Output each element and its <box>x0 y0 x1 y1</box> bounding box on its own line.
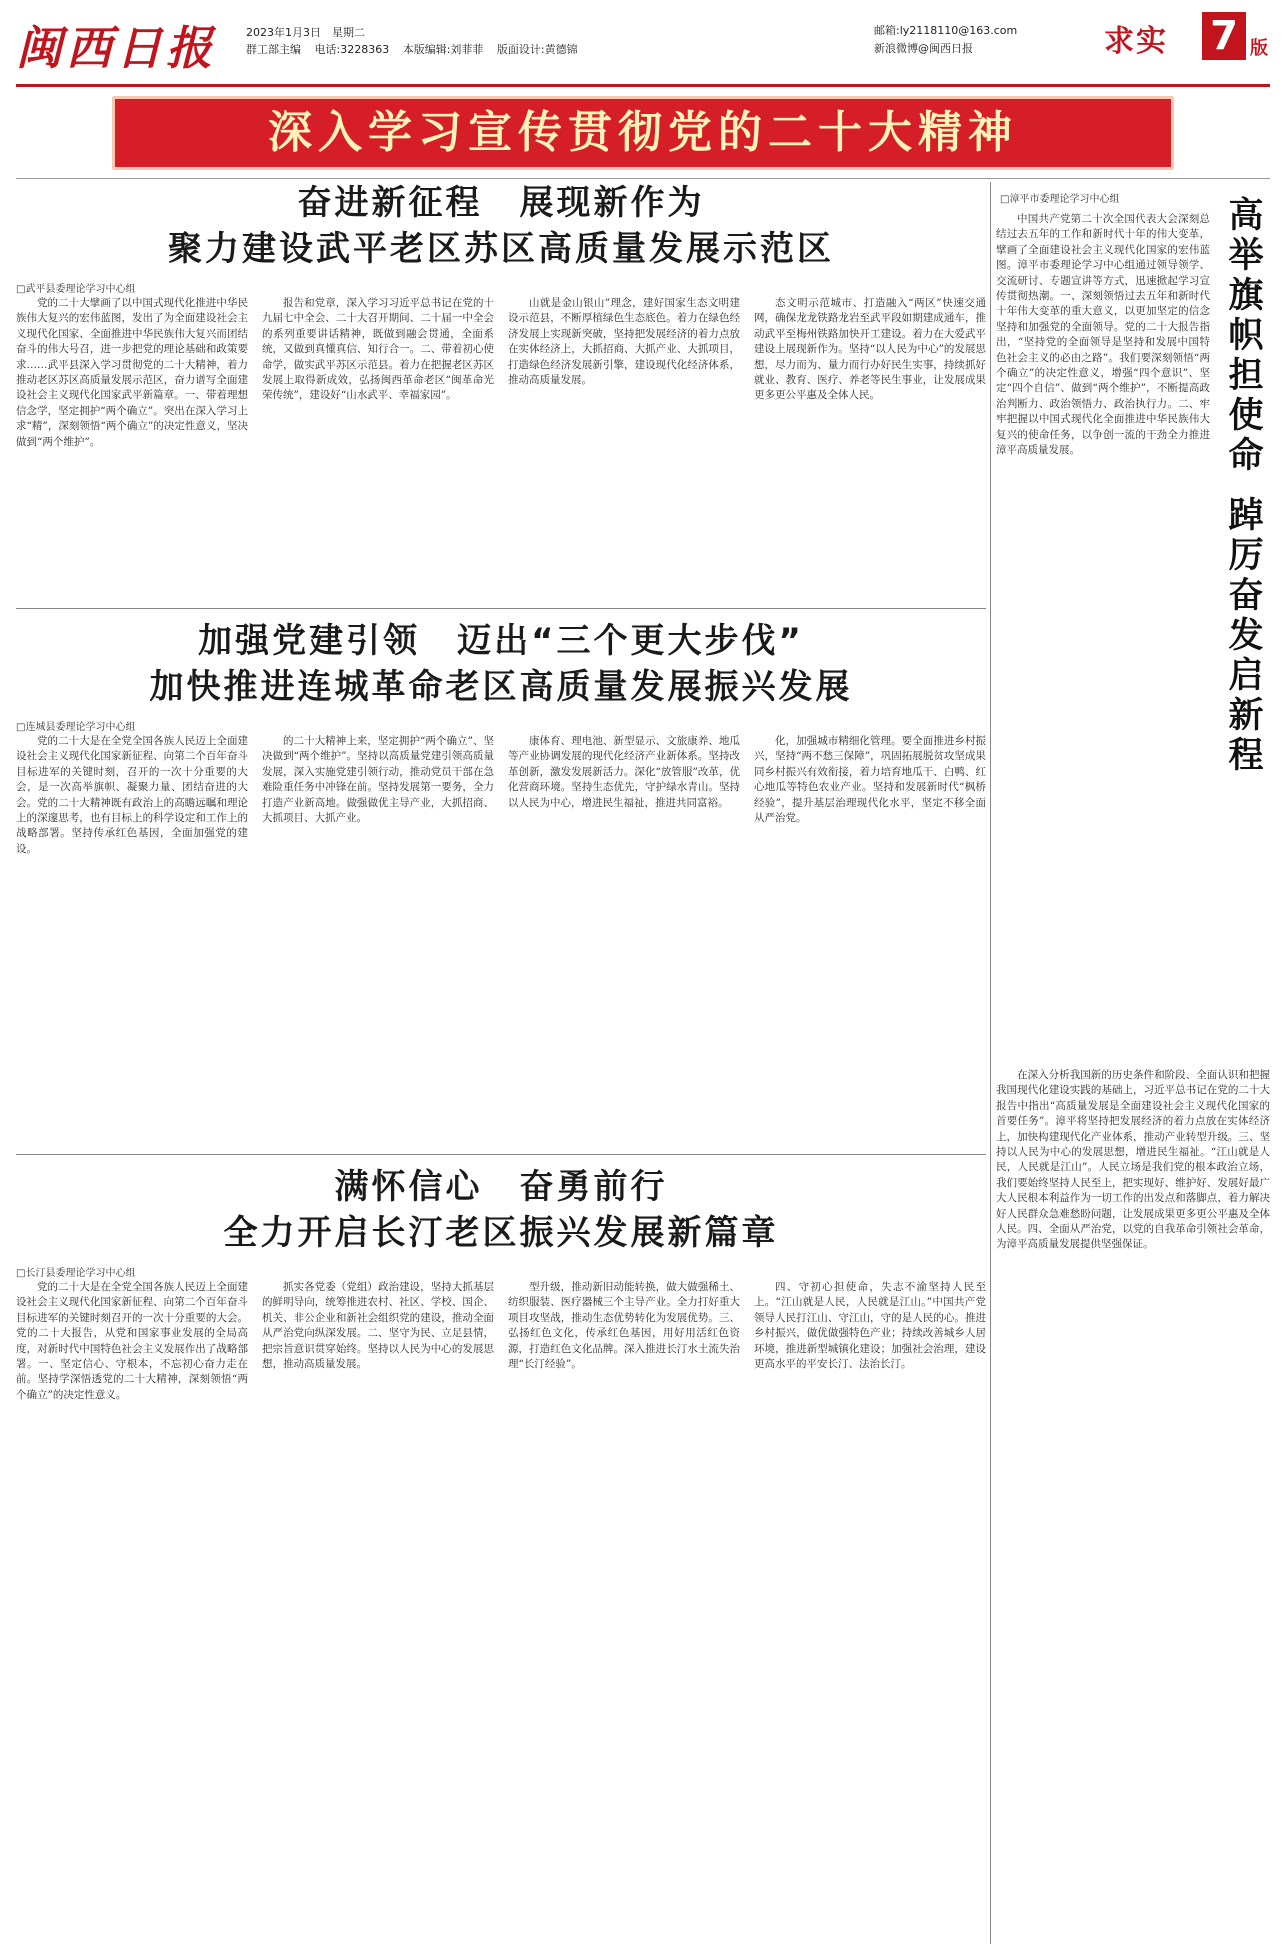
title-line-1: 奋进新征程 展现新作为 <box>297 183 705 223</box>
editor-item: 电话:3228363 <box>314 43 390 56</box>
editor-item: 版面设计:黄德锦 <box>496 43 578 56</box>
body-column <box>754 734 986 1144</box>
article-body <box>16 1280 986 1940</box>
article-title <box>16 1164 986 1256</box>
article-changting <box>16 1164 986 1944</box>
page-suffix: 版 <box>1250 38 1268 59</box>
article-liancheng <box>16 618 986 1148</box>
body-column <box>508 734 740 1144</box>
masthead-rule <box>16 84 1270 87</box>
sidebar-title <box>1220 196 1272 776</box>
section-name: 求实 <box>1104 24 1168 59</box>
body-column <box>508 296 740 596</box>
body-column <box>508 1280 740 1940</box>
paragraph: 党的二十大擘画了以中国式现代化推进中华民族伟大复兴的宏伟蓝图，发出了为全面建设社会主义现代化国家、全面推进中华民族伟大复兴而团结奋斗的伟大号召，进一步把党的理论基础和政策要求……武平县深入学习贯彻党的二十大精神，着力推动老区苏区高质量发展示范区，奋力谱写全面建设社会主义现代化国家武平新篇章。一、带着理想信念学，坚定拥护“两个确立”。突出在深入学习上求“精”，深刻领悟“两个确立”的决定性意义，坚决做到“两个维护”。 <box>16 297 248 448</box>
article-byline: □ 连城县委理论学习中心组 <box>16 718 135 733</box>
sidebar-byline: □ 漳平市委理论学习中心组 <box>1000 190 1119 205</box>
paragraph: 态文明示范城市、打造融入“两区”快速交通网，确保龙龙铁路龙岩至武平段如期建成通车，推动武平至梅州铁路加快开工建设。着力在大爱武平建设上展现新作为。坚持“以人民为中心”的发展思想，尽力而为、量力而行办好民生实事，持续抓好就业、教育、医疗、养老等民生事业，让发展成果更多更公平惠及全体人民。 <box>754 297 986 402</box>
paragraph: 的二十大精神上来，坚定拥护“两个确立”、坚决做到“两个维护”。坚持以高质量党建引领高质量发展，深入实施党建引领行动，推动党员干部在急难险重任务中冲锋在前。坚持发展第一要务，全力打造产业新高地。做强做优主导产业，大抓招商、大抓项目、大抓产业。 <box>262 735 494 825</box>
masthead <box>16 10 1270 86</box>
paragraph: 康体育、理电池、新型显示、文旅康养、地瓜等产业协调发展的现代化经济产业新体系。坚持改革创新，激发发展新活力。深化“放管服”改革，优化营商环境。坚持生态优先，守护绿水青山。坚持以人民为中心，增进民生福祉，推进共同富裕。 <box>508 735 740 809</box>
article-wuping <box>16 180 986 600</box>
body-column <box>16 296 248 596</box>
paragraph: 型升级，推动新旧动能转换，做大做强稀土、纺织服装、医疗器械三个主导产业。全力打好重大项目攻坚战，推动生态优势转化为发展优势。三、弘扬红色文化，传承红色基因，用好用活红色资源，打造红色文化品牌。深入推进长汀水土流失治理“长汀经验”。 <box>508 1281 740 1371</box>
paragraph: 在深入分析我国新的历史条件和阶段、全面认识和把握我国现代化建设实践的基础上，习近平总书记在党的二十大报告中指出“高质量发展是全面建设社会主义现代化国家的首要任务”。漳平将坚持把发展经济的着力点放在实体经济上，加快构建现代化产业体系，推动产业转型升级。三、坚持以人民为中心的发展思想，增进民生福祉。“江山就是人民，人民就是江山”。人民立场是我们党的根本政治立场，我们要始终坚持人民至上，把实现好、维护好、发展好最广大人民根本利益作为一切工作的出发点和落脚点，着力解决好人民群众急难愁盼问题，让发展成果更多更公平惠及全体人民。四、全面从严治党，以党的自我革命引领社会革命，为漳平高质量发展提供坚强保证。 <box>996 1069 1270 1251</box>
issue-date: 2023年1月3日 星期二 <box>246 26 365 39</box>
title-gap <box>1220 476 1272 496</box>
sidebar-body-lower <box>996 1068 1270 1944</box>
article-body <box>16 734 986 1144</box>
body-column <box>16 734 248 1144</box>
title-line-2: 聚力建设武平老区苏区高质量发展示范区 <box>168 229 834 269</box>
body-column <box>16 1280 248 1940</box>
title-line-2: 全力开启长汀老区振兴发展新篇章 <box>223 1213 779 1253</box>
banner-rule <box>16 178 1270 179</box>
title-line-1: 满怀信心 奋勇前行 <box>334 1167 668 1207</box>
editor-item: 群工部主编 <box>246 43 301 56</box>
newspaper-logo: 闽西日报 <box>16 21 216 75</box>
paragraph: 化，加强城市精细化管理。要全面推进乡村振兴，坚持“两不愁三保障”，巩固拓展脱贫攻坚成果同乡村振兴有效衔接，着力培育地瓜干、白鸭、红心地瓜等特色农业产业。坚持和发展新时代“枫桥经验”，提升基层治理现代化水平，坚定不移全面从严治党。 <box>754 735 986 825</box>
body-column <box>262 1280 494 1940</box>
editor-line <box>246 41 588 58</box>
body-column <box>262 296 494 596</box>
paragraph: 抓实各党委（党组）政治建设，坚持大抓基层的鲜明导向，统筹推进农村、社区、学校、国企、机关、非公企业和新社会组织党的建设，推动全面从严治党向纵深发展。二、坚守为民、立足县情，把宗旨意识贯穿始终。坚持以人民为中心的发展思想，推动高质量发展。 <box>262 1281 494 1371</box>
paragraph: 党的二十大是在全党全国各族人民迈上全面建设社会主义现代化国家新征程、向第二个百年奋斗目标进军的关键时刻，召开的一次十分重要的大会，是一次高举旗帜、凝聚力量、团结奋进的大会。党的二十大精神既有政治上的高瞻远瞩和理论上的深邃思考，也有目标上的科学设定和工作上的战略部署。坚持传承红色基因，全面加强党的建设。 <box>16 735 248 855</box>
body-column <box>754 296 986 596</box>
paragraph: 党的二十大是在全党全国各族人民迈上全面建设社会主义现代化国家新征程、向第二个百年奋斗目标进军的关键时刻召开的一次十分重要的大会。党的二十大报告，从党和国家事业发展的全局高度，对新时代中国特色社会主义发展作出了战略部署。一、坚定信心、守根本，不忘初心奋力走在前。坚持学深悟透党的二十大精神，深刻领悟“两个确立”的决定性意义。 <box>16 1281 248 1401</box>
title-line-2: 加快推进连城革命老区高质量发展振兴发展 <box>149 667 853 707</box>
topic-banner <box>112 96 1174 170</box>
paragraph: 四、守初心担使命，失志不渝坚持人民至上。“江山就是人民，人民就是江山。”中国共产党领导人民打江山、守江山，守的是人民的心。推进乡村振兴，做优做强特色产业；持续改善城乡人居环境，推进新型城镇化建设；加强社会治理，建设更高水平的平安长汀、法治长汀。 <box>754 1281 986 1371</box>
paragraph: 报告和党章，深入学习习近平总书记在党的十九届七中全会、二十大召开期间、二十届一中全会的系列重要讲话精神，既做到融会贯通，全面系统，又做到真懂真信、知行合一。二、带着初心使命学，做实武平苏区示范县。着力在把握老区苏区发展上取得新成效，弘扬闽西革命老区“闽革命光荣传统”，建设好“山水武平、幸福家园”。 <box>262 297 494 402</box>
editor-item: 本版编辑:刘菲菲 <box>402 43 484 56</box>
article-body <box>16 296 986 596</box>
contact-info <box>874 22 1017 58</box>
body-column <box>262 734 494 1144</box>
sidebar-title-part-2: 踔厉奋发启新程 <box>1228 496 1264 776</box>
article-byline: □ 长汀县委理论学习中心组 <box>16 1264 135 1279</box>
banner-title: 深入学习宣传贯彻党的二十大精神 <box>268 107 1018 158</box>
paragraph: 中国共产党第二十次全国代表大会深刻总结过去五年的工作和新时代十年的伟大变革，擘画了全面建设社会主义现代化国家的宏伟蓝图。漳平市委理论学习中心组通过领导领学、交流研讨、专题宣讲等方式，迅速掀起学习宣传贯彻热潮。一、深刻领悟过去五年和新时代十年伟大变革的重大意义，以更加坚定的信念坚持和加强党的全面领导。党的二十大报告指出，“坚持党的全面领导是坚持和发展中国特色社会主义的必由之路”。我们要深刻领悟“两个确立”的决定性意义，增强“四个意识”、坚定“四个自信”、做到“两个维护”，不断提高政治判断力、政治领悟力、政治执行力。二、牢牢把握以中国式现代化全面推进中华民族伟大复兴的使命任务，以争创一流的干劲全力推进漳平高质量发展。 <box>996 213 1210 457</box>
body-column <box>754 1280 986 1940</box>
article-divider <box>16 608 986 609</box>
weibo: 新浪微博@闽西日报 <box>874 42 973 55</box>
sidebar-divider <box>990 182 991 1944</box>
article-byline: □ 武平县委理论学习中心组 <box>16 280 135 295</box>
sidebar-body-upper <box>996 212 1210 1058</box>
issue-info <box>246 24 588 58</box>
page-number: 7 <box>1202 12 1246 60</box>
paragraph: 山就是金山银山”理念，建好国家生态文明建设示范县，不断厚植绿色生态底色。着力在绿色经济发展上实现新突破，坚持把发展经济的着力点放在实体经济上，大抓招商、大抓产业、大抓项目，打造绿色经济发展新引擎，建设现代化经济体系，推动高质量发展。 <box>508 297 740 387</box>
article-title <box>16 180 986 272</box>
article-title <box>16 618 986 710</box>
article-divider <box>16 1154 986 1155</box>
sidebar-title-part-1: 高举旗帜担使命 <box>1228 196 1264 476</box>
email: 邮箱:ly2118110@163.com <box>874 24 1018 37</box>
title-line-1: 加强党建引领 迈出“三个更大步伐” <box>198 621 804 661</box>
